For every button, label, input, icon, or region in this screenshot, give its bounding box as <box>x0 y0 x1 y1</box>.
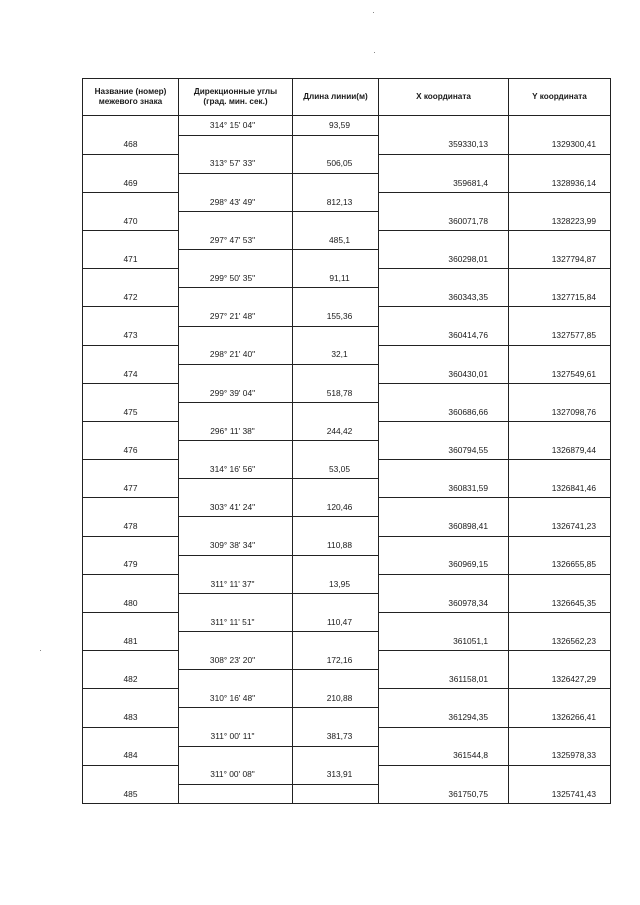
line-length-cell <box>293 517 379 536</box>
table-row <box>83 689 611 708</box>
sign-name-cell <box>83 269 179 288</box>
table-row <box>83 498 611 517</box>
line-length-cell <box>293 441 379 460</box>
table-row <box>83 651 611 670</box>
x-coordinate-cell: 360343,35 <box>379 288 509 307</box>
x-coordinate-cell <box>379 307 509 326</box>
line-length-cell: 110,88 <box>293 536 379 555</box>
y-coordinate-cell: 1326655,85 <box>509 555 611 574</box>
table-row <box>83 784 611 804</box>
table-row <box>83 746 611 765</box>
sign-name-cell <box>83 498 179 517</box>
direction-angle-cell <box>179 670 293 689</box>
x-coordinate-cell: 360978,34 <box>379 593 509 612</box>
sign-name-cell <box>83 574 179 593</box>
y-coordinate-cell: 1327098,76 <box>509 402 611 421</box>
direction-angle-cell: 309° 38' 34" <box>179 536 293 555</box>
x-coordinate-cell <box>379 612 509 631</box>
line-length-cell: 812,13 <box>293 192 379 211</box>
table-row <box>83 536 611 555</box>
x-coordinate-cell: 360298,01 <box>379 250 509 269</box>
table-row <box>83 307 611 326</box>
line-length-cell <box>293 746 379 765</box>
sign-name-cell <box>83 727 179 746</box>
x-coordinate-cell <box>379 765 509 784</box>
x-coordinate-cell: 360831,59 <box>379 479 509 498</box>
y-coordinate-cell <box>509 498 611 517</box>
x-coordinate-cell: 361158,01 <box>379 670 509 689</box>
x-coordinate-cell <box>379 192 509 211</box>
table-body <box>83 116 611 804</box>
direction-angle-cell: 314° 16' 56" <box>179 460 293 479</box>
sign-name-cell: 484 <box>83 746 179 765</box>
line-length-cell: 120,46 <box>293 498 379 517</box>
y-coordinate-cell <box>509 651 611 670</box>
y-coordinate-cell <box>509 231 611 250</box>
x-coordinate-cell: 360794,55 <box>379 441 509 460</box>
line-length-cell: 506,05 <box>293 154 379 173</box>
sign-name-cell: 480 <box>83 593 179 612</box>
y-coordinate-cell <box>509 536 611 555</box>
x-coordinate-cell <box>379 231 509 250</box>
direction-angle-cell: 313° 57' 33" <box>179 154 293 173</box>
direction-angle-cell: 311° 11' 51" <box>179 612 293 631</box>
table-row <box>83 479 611 498</box>
x-coordinate-cell <box>379 727 509 746</box>
line-length-cell <box>293 632 379 651</box>
line-length-cell: 381,73 <box>293 727 379 746</box>
x-coordinate-cell: 359330,13 <box>379 135 509 154</box>
x-coordinate-cell <box>379 116 509 136</box>
x-coordinate-cell <box>379 651 509 670</box>
sign-name-cell <box>83 383 179 402</box>
line-length-cell: 210,88 <box>293 689 379 708</box>
x-coordinate-cell: 361294,35 <box>379 708 509 727</box>
boundary-points-table <box>82 78 611 804</box>
y-coordinate-cell <box>509 154 611 173</box>
sign-name-cell <box>83 536 179 555</box>
line-length-cell: 172,16 <box>293 651 379 670</box>
x-coordinate-cell: 360414,76 <box>379 326 509 345</box>
sign-name-cell: 481 <box>83 632 179 651</box>
x-coordinate-cell <box>379 498 509 517</box>
line-length-cell <box>293 708 379 727</box>
direction-angle-cell <box>179 593 293 612</box>
y-coordinate-cell <box>509 307 611 326</box>
line-length-cell <box>293 593 379 612</box>
x-coordinate-cell: 359681,4 <box>379 173 509 192</box>
direction-angle-cell <box>179 479 293 498</box>
line-length-cell: 518,78 <box>293 383 379 402</box>
table-row <box>83 231 611 250</box>
sign-name-cell <box>83 345 179 364</box>
table-row <box>83 670 611 689</box>
x-coordinate-cell <box>379 536 509 555</box>
y-coordinate-cell <box>509 574 611 593</box>
x-coordinate-cell <box>379 345 509 364</box>
x-coordinate-cell <box>379 383 509 402</box>
sign-name-cell <box>83 612 179 631</box>
sign-name-cell: 471 <box>83 250 179 269</box>
direction-angle-cell <box>179 708 293 727</box>
sign-name-cell <box>83 154 179 173</box>
x-coordinate-cell: 360898,41 <box>379 517 509 536</box>
x-coordinate-cell: 360969,15 <box>379 555 509 574</box>
sign-name-cell <box>83 460 179 479</box>
y-coordinate-cell: 1328936,14 <box>509 173 611 192</box>
sign-name-cell: 470 <box>83 211 179 230</box>
direction-angle-cell <box>179 555 293 574</box>
line-length-cell <box>293 250 379 269</box>
x-coordinate-cell: 360430,01 <box>379 364 509 383</box>
direction-angle-cell <box>179 632 293 651</box>
y-coordinate-cell: 1326266,41 <box>509 708 611 727</box>
direction-angle-cell: 299° 39' 04" <box>179 383 293 402</box>
table-row <box>83 460 611 479</box>
sign-name-cell <box>83 192 179 211</box>
direction-angle-cell <box>179 746 293 765</box>
x-coordinate-cell <box>379 269 509 288</box>
direction-angle-cell <box>179 250 293 269</box>
header-direction-angle: Дирекционные углы (град. мин. сек.) <box>179 79 293 116</box>
y-coordinate-cell: 1327577,85 <box>509 326 611 345</box>
direction-angle-cell <box>179 135 293 154</box>
direction-angle-cell <box>179 173 293 192</box>
direction-angle-cell <box>179 517 293 536</box>
y-coordinate-cell: 1326841,46 <box>509 479 611 498</box>
x-coordinate-cell <box>379 689 509 708</box>
x-coordinate-cell: 360686,66 <box>379 402 509 421</box>
x-coordinate-cell: 360071,78 <box>379 211 509 230</box>
y-coordinate-cell <box>509 727 611 746</box>
direction-angle-cell <box>179 441 293 460</box>
y-coordinate-cell: 1326645,35 <box>509 593 611 612</box>
table-row <box>83 250 611 269</box>
direction-angle-cell: 297° 47' 53" <box>179 231 293 250</box>
line-length-cell <box>293 211 379 230</box>
table-row <box>83 116 611 136</box>
table-row <box>83 765 611 784</box>
header-x-coordinate: X координата <box>379 79 509 116</box>
table-row <box>83 154 611 173</box>
direction-angle-cell <box>179 364 293 383</box>
table-row <box>83 727 611 746</box>
sign-name-cell: 477 <box>83 479 179 498</box>
line-length-cell: 32,1 <box>293 345 379 364</box>
x-coordinate-cell: 361051,1 <box>379 632 509 651</box>
table-row <box>83 269 611 288</box>
sign-name-cell: 475 <box>83 402 179 421</box>
table-row <box>83 574 611 593</box>
sign-name-cell: 478 <box>83 517 179 536</box>
y-coordinate-cell <box>509 460 611 479</box>
line-length-cell <box>293 670 379 689</box>
sign-name-cell: 472 <box>83 288 179 307</box>
x-coordinate-cell <box>379 460 509 479</box>
table-row <box>83 612 611 631</box>
line-length-cell <box>293 288 379 307</box>
y-coordinate-cell: 1326741,23 <box>509 517 611 536</box>
direction-angle-cell <box>179 211 293 230</box>
header-sign-name: Название (номер) межевого знака <box>83 79 179 116</box>
direction-angle-cell: 310° 16' 48" <box>179 689 293 708</box>
line-length-cell: 244,42 <box>293 422 379 441</box>
line-length-cell <box>293 364 379 383</box>
table-row <box>83 364 611 383</box>
y-coordinate-cell: 1327794,87 <box>509 250 611 269</box>
direction-angle-cell: 303° 41' 24" <box>179 498 293 517</box>
table-row <box>83 211 611 230</box>
table-row <box>83 383 611 402</box>
table-row <box>83 135 611 154</box>
sign-name-cell: 485 <box>83 784 179 804</box>
y-coordinate-cell <box>509 612 611 631</box>
table-row <box>83 402 611 421</box>
y-coordinate-cell <box>509 345 611 364</box>
sign-name-cell: 469 <box>83 173 179 192</box>
direction-angle-cell <box>179 326 293 345</box>
header-line-length: Длина линии(м) <box>293 79 379 116</box>
table-row <box>83 288 611 307</box>
y-coordinate-cell <box>509 383 611 402</box>
y-coordinate-cell: 1329300,41 <box>509 135 611 154</box>
x-coordinate-cell: 361544,8 <box>379 746 509 765</box>
sign-name-cell <box>83 422 179 441</box>
sign-name-cell: 476 <box>83 441 179 460</box>
y-coordinate-cell: 1326427,29 <box>509 670 611 689</box>
table-row <box>83 708 611 727</box>
direction-angle-cell <box>179 784 293 804</box>
direction-angle-cell: 298° 43' 49" <box>179 192 293 211</box>
direction-angle-cell: 299° 50' 35" <box>179 269 293 288</box>
table-row <box>83 593 611 612</box>
table-row <box>83 555 611 574</box>
scan-speck <box>40 650 41 651</box>
y-coordinate-cell <box>509 422 611 441</box>
scan-speck <box>373 12 374 13</box>
y-coordinate-cell: 1328223,99 <box>509 211 611 230</box>
x-coordinate-cell <box>379 154 509 173</box>
y-coordinate-cell <box>509 689 611 708</box>
table-row <box>83 345 611 364</box>
line-length-cell <box>293 173 379 192</box>
line-length-cell: 313,91 <box>293 765 379 784</box>
table-row <box>83 517 611 536</box>
sign-name-cell <box>83 231 179 250</box>
line-length-cell: 13,95 <box>293 574 379 593</box>
scan-speck <box>374 52 375 53</box>
direction-angle-cell: 311° 00' 11" <box>179 727 293 746</box>
direction-angle-cell: 296° 11' 38" <box>179 422 293 441</box>
line-length-cell: 155,36 <box>293 307 379 326</box>
y-coordinate-cell <box>509 192 611 211</box>
y-coordinate-cell: 1325741,43 <box>509 784 611 804</box>
y-coordinate-cell: 1327549,61 <box>509 364 611 383</box>
direction-angle-cell: 314° 15' 04" <box>179 116 293 136</box>
table-row <box>83 173 611 192</box>
line-length-cell <box>293 326 379 345</box>
direction-angle-cell: 311° 11' 37" <box>179 574 293 593</box>
direction-angle-cell <box>179 402 293 421</box>
y-coordinate-cell: 1327715,84 <box>509 288 611 307</box>
sign-name-cell <box>83 651 179 670</box>
table-header-row <box>83 79 611 116</box>
direction-angle-cell: 298° 21' 40" <box>179 345 293 364</box>
table-row <box>83 422 611 441</box>
y-coordinate-cell: 1325978,33 <box>509 746 611 765</box>
sign-name-cell: 468 <box>83 135 179 154</box>
line-length-cell <box>293 784 379 804</box>
line-length-cell <box>293 402 379 421</box>
direction-angle-cell: 311° 00' 08" <box>179 765 293 784</box>
x-coordinate-cell: 361750,75 <box>379 784 509 804</box>
sign-name-cell <box>83 307 179 326</box>
line-length-cell <box>293 479 379 498</box>
direction-angle-cell: 297° 21' 48" <box>179 307 293 326</box>
y-coordinate-cell <box>509 116 611 136</box>
sign-name-cell: 479 <box>83 555 179 574</box>
line-length-cell <box>293 135 379 154</box>
sign-name-cell: 483 <box>83 708 179 727</box>
y-coordinate-cell <box>509 269 611 288</box>
direction-angle-cell: 308° 23' 20" <box>179 651 293 670</box>
line-length-cell <box>293 555 379 574</box>
line-length-cell: 485,1 <box>293 231 379 250</box>
table-row <box>83 326 611 345</box>
table-row <box>83 441 611 460</box>
y-coordinate-cell: 1326879,44 <box>509 441 611 460</box>
sign-name-cell: 473 <box>83 326 179 345</box>
sign-name-cell: 482 <box>83 670 179 689</box>
line-length-cell: 53,05 <box>293 460 379 479</box>
line-length-cell: 93,59 <box>293 116 379 136</box>
direction-angle-cell <box>179 288 293 307</box>
table-row <box>83 192 611 211</box>
y-coordinate-cell <box>509 765 611 784</box>
y-coordinate-cell: 1326562,23 <box>509 632 611 651</box>
sign-name-cell <box>83 116 179 136</box>
table-row <box>83 632 611 651</box>
x-coordinate-cell <box>379 574 509 593</box>
line-length-cell: 110,47 <box>293 612 379 631</box>
sign-name-cell: 474 <box>83 364 179 383</box>
header-y-coordinate: Y координата <box>509 79 611 116</box>
x-coordinate-cell <box>379 422 509 441</box>
sign-name-cell <box>83 689 179 708</box>
line-length-cell: 91,11 <box>293 269 379 288</box>
sign-name-cell <box>83 765 179 784</box>
